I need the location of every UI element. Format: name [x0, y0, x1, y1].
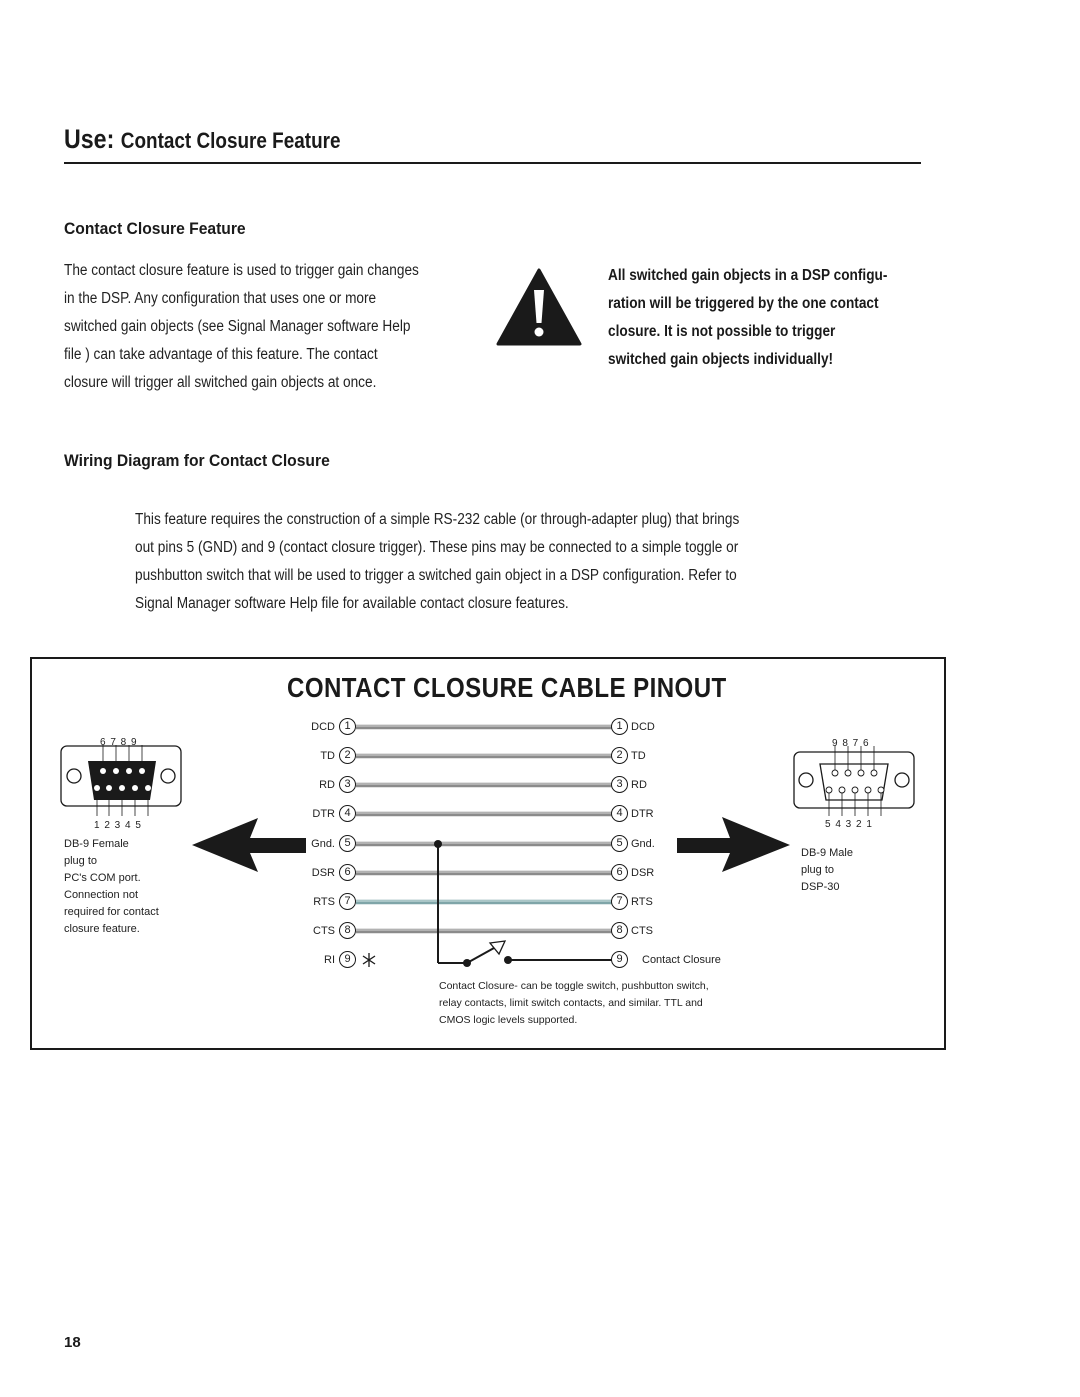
wire-1	[356, 726, 612, 727]
left-pin-label: RTS	[313, 895, 335, 908]
left-pin-label: RD	[319, 778, 335, 791]
left-pin-row	[250, 805, 356, 822]
pin-number-circle: 9	[339, 951, 356, 968]
pin-number-circle: 7	[339, 893, 356, 910]
right-pin-row	[611, 718, 655, 735]
right-connector-bottom-pins: 5 4 3 2 1	[825, 819, 873, 830]
left-pin-label: DTR	[312, 807, 335, 820]
left-connector-caption	[64, 836, 194, 938]
caption-line: DSP-30	[801, 881, 840, 893]
section1-line: file ) can take advantage of this feature. The contact	[64, 346, 378, 363]
right-pin-label: RD	[631, 778, 647, 791]
pinout-title: CONTACT CLOSURE CABLE PINOUT	[287, 672, 727, 703]
section-heading-wiring-diagram: Wiring Diagram for Contact Closure	[64, 451, 330, 470]
section1-line: in the DSP. Any configuration that uses one or more	[64, 290, 377, 307]
note-line: relay contacts, limit switch contacts, and similar. TTL and	[439, 997, 703, 1009]
left-pin-label: CTS	[313, 924, 335, 937]
right-pin-label: Gnd.	[631, 837, 655, 850]
right-pin-row	[611, 864, 654, 881]
wire-7	[356, 901, 612, 902]
pin-number-circle: 6	[339, 864, 356, 881]
left-pin-row	[250, 718, 356, 735]
left-pin-row	[250, 864, 356, 881]
caption-line: plug to	[801, 864, 835, 876]
section2-line: out pins 5 (GND) and 9 (contact closure trigger). These pins may be connected to a simple toggle or	[135, 539, 739, 556]
section2-line: pushbutton switch that will be used to trigger a switched gain object in a DSP configuration. Refer to	[135, 567, 737, 584]
section1-line: switched gain objects (see Signal Manager software Help	[64, 318, 411, 335]
wire-5	[356, 843, 612, 844]
right-pin-label: Contact Closure	[642, 953, 721, 966]
right-pin-row	[611, 922, 653, 939]
right-pin-label: DTR	[631, 807, 654, 820]
right-pin-row	[611, 835, 655, 852]
left-connector-bottom-pins: 1 2 3 4 5	[94, 820, 142, 831]
left-pin-label: Gnd.	[311, 837, 335, 850]
warning-line: All switched gain objects in a DSP configu-	[608, 267, 888, 284]
right-pin-row	[611, 776, 647, 793]
right-pin-label: CTS	[631, 924, 653, 937]
note-line: CMOS logic levels supported.	[439, 1014, 578, 1026]
caption-line: DB-9 Female	[64, 838, 129, 850]
pin-number-circle: 2	[611, 747, 628, 764]
caption-line: closure feature.	[64, 923, 140, 935]
warning-line: ration will be triggered by the one contact	[608, 295, 879, 312]
right-connector-top-pins: 9 8 7 6	[832, 738, 870, 749]
caption-line: required for contact	[64, 906, 159, 918]
left-pin-label: DCD	[311, 720, 335, 733]
section2-line: This feature requires the construction of a simple RS-232 cable (or through-adapter plug) that brings	[135, 511, 740, 528]
wire-2	[356, 755, 612, 756]
section1-line: closure will trigger all switched gain objects at once.	[64, 374, 377, 391]
caption-line: plug to	[64, 855, 98, 867]
section1-line: The contact closure feature is used to trigger gain changes	[64, 262, 419, 279]
contact-closure-note	[439, 978, 759, 1029]
pin-number-circle: 8	[339, 922, 356, 939]
caption-line: Connection not	[64, 889, 138, 901]
wire-8	[356, 930, 612, 931]
right-pin-row	[611, 747, 646, 764]
pin-number-circle: 5	[339, 835, 356, 852]
db9-female-connector-icon	[61, 745, 181, 816]
right-pin-row	[611, 951, 721, 968]
pin-number-circle: 2	[339, 747, 356, 764]
pin-number-circle: 3	[339, 776, 356, 793]
pin-number-circle: 3	[611, 776, 628, 793]
db9-male-connector-icon	[794, 746, 914, 816]
section-heading-contact-closure: Contact Closure Feature	[64, 219, 246, 238]
ri-asterisk-icon	[363, 953, 375, 967]
left-pin-label: RI	[324, 953, 335, 966]
pin-number-circle: 6	[611, 864, 628, 881]
wire-6	[356, 872, 612, 873]
cable-wires	[356, 726, 612, 931]
pin-number-circle: 7	[611, 893, 628, 910]
right-pin-label: TD	[631, 749, 646, 762]
left-pin-row	[250, 835, 356, 852]
right-pin-label: DCD	[631, 720, 655, 733]
right-pin-row	[611, 805, 654, 822]
section2-line: Signal Manager software Help file for available contact closure features.	[135, 595, 569, 612]
left-pin-row	[250, 747, 356, 764]
wire-3	[356, 784, 612, 785]
page-number: 18	[64, 1334, 81, 1351]
right-pin-label: RTS	[631, 895, 653, 908]
wire-4	[356, 813, 612, 814]
warning-line: switched gain objects individually!	[608, 351, 834, 368]
pin-number-circle: 1	[611, 718, 628, 735]
caption-line: PC's COM port.	[64, 872, 141, 884]
arrow-right-icon	[677, 817, 790, 872]
pin-number-circle: 9	[611, 951, 628, 968]
left-pin-label: TD	[320, 749, 335, 762]
pin-number-circle: 1	[339, 718, 356, 735]
page-title-prefix: Use:	[64, 124, 115, 154]
left-pin-row	[250, 951, 356, 968]
right-connector-caption	[801, 845, 921, 896]
caption-line: DB-9 Male	[801, 847, 853, 859]
page-title-text: Contact Closure Feature	[120, 128, 341, 153]
left-pin-label: DSR	[311, 866, 335, 879]
pin-number-circle: 8	[611, 922, 628, 939]
left-pin-row	[250, 893, 356, 910]
pin-number-circle: 4	[339, 805, 356, 822]
right-pin-row	[611, 893, 653, 910]
left-pin-row	[250, 776, 356, 793]
warning-line: closure. It is not possible to trigger	[608, 323, 836, 340]
pin-number-circle: 5	[611, 835, 628, 852]
left-pin-row	[250, 922, 356, 939]
pin-number-circle: 4	[611, 805, 628, 822]
left-connector-top-pins: 6 7 8 9	[100, 737, 138, 748]
note-line: Contact Closure- can be toggle switch, pushbutton switch,	[439, 980, 709, 992]
right-pin-label: DSR	[631, 866, 655, 879]
